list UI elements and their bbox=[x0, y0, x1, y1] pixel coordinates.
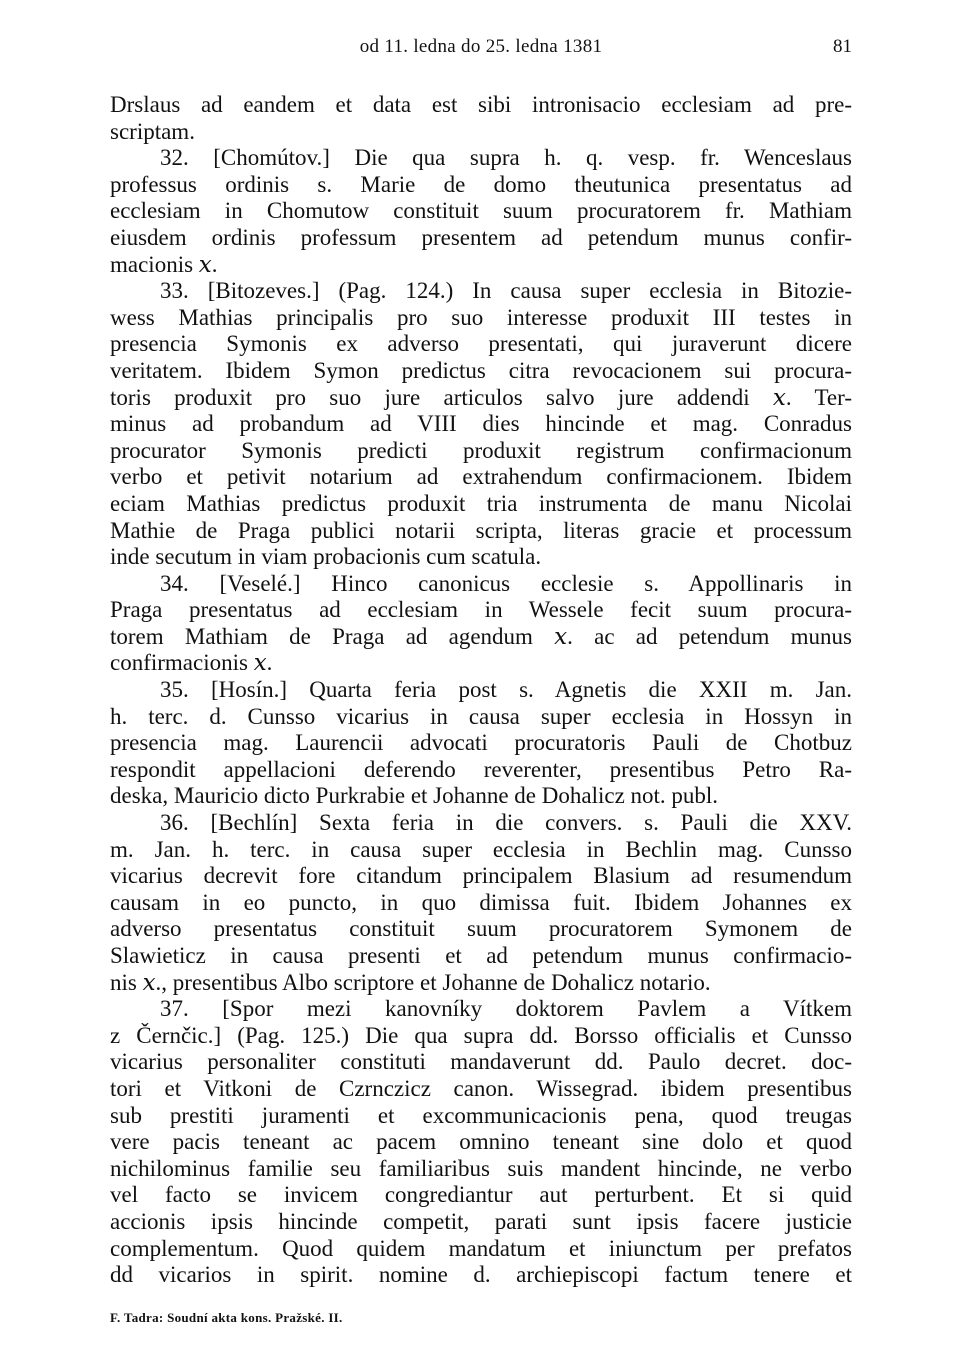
text-line: accionis ipsis hincinde competit, parati sunt ipsis facere justicie bbox=[110, 1208, 852, 1234]
text-line: 34. [Veselé.] Hinco canonicus ecclesie s. Appollinaris in bbox=[160, 570, 852, 596]
page-header bbox=[110, 36, 852, 66]
text-line: presencia Symonis ex adverso presentati, qui juraverunt dicere bbox=[110, 331, 852, 357]
text-line: ecclesiam in Chomutow constituit suum procuratorem fr. Mathiam bbox=[110, 198, 852, 224]
text-line: procurator Symonis predicti produxit registrum confirmacionum bbox=[110, 437, 852, 463]
text-line: sub prestiti juramenti et excommunicacionis pena, quod treugas bbox=[110, 1102, 852, 1128]
text-line: scriptam. bbox=[110, 118, 195, 144]
text-line: z Černčic.] (Pag. 125.) Die qua supra dd. Borsso officialis et Cunsso bbox=[110, 1022, 852, 1048]
text-line: nichilominus familie seu familiaribus suis mandent hincinde, ne verbo bbox=[110, 1155, 852, 1181]
text-line: inde secutum in viam probacionis cum scatula. bbox=[110, 544, 542, 570]
printer-signature: F. Tadra: Soudní akta kons. Pražské. II. bbox=[110, 1310, 343, 1325]
text-line: confirmacionis 𝑥. bbox=[110, 650, 273, 676]
running-title: od 11. ledna do 25. ledna 1381 bbox=[359, 36, 603, 57]
text-line: h. terc. d. Cunsso vicarius in causa super ecclesia in Hossyn in bbox=[110, 703, 852, 729]
text-line: 33. [Bitozeves.] (Pag. 124.) In causa super ecclesia in Bitozie- bbox=[160, 278, 852, 304]
text-line: vicarius decrevit fore citandum principalem Blasium ad resumendum bbox=[110, 863, 852, 889]
text-line: deska, Mauricio dicto Purkrabie et Johanne de Dohalicz not. publ. bbox=[110, 783, 719, 809]
text-line: eiusdem ordinis professum presentem ad petendum munus confir- bbox=[110, 224, 852, 250]
text-line: nis 𝑥., presentibus Albo scriptore et Johanne de Dohalicz notario. bbox=[110, 969, 711, 995]
text-line: presencia mag. Laurencii advocati procuratoris Pauli de Chotbuz bbox=[110, 730, 852, 756]
text-line: adverso presentatus constituit suum procuratorem Symonem de bbox=[110, 916, 852, 942]
text-line: 35. [Hosín.] Quarta feria post s. Agnetis die XXII m. Jan. bbox=[160, 677, 852, 703]
text-line: verbo et petivit notarium ad extrahendum confirmacionem. Ibidem bbox=[110, 464, 852, 490]
text-line: Drslaus ad eandem et data est sibi intronisacio ecclesiam ad pre- bbox=[110, 92, 852, 117]
text-line: veritatem. Ibidem Symon predictus citra revocacionem sui procura- bbox=[110, 357, 852, 383]
text-line: 36. [Bechlín] Sexta feria in die convers. s. Pauli die XXV. bbox=[160, 810, 852, 836]
text-line: tori et Vitkoni de Czrnczicz canon. Wissegrad. ibidem presentibus bbox=[110, 1075, 852, 1101]
page-number: 81 bbox=[833, 36, 852, 57]
text-line: m. Jan. h. terc. in causa super ecclesia in Bechlin mag. Cunsso bbox=[110, 836, 852, 862]
text-line: dd vicarios in spirit. nomine d. archiepiscopi factum tenere et bbox=[110, 1262, 852, 1288]
text-line: wess Mathias principalis pro suo interesse produxit III testes in bbox=[110, 304, 852, 330]
text-line: Slawieticz in causa presenti et ad petendum munus confirmacio- bbox=[110, 943, 852, 968]
body-text bbox=[110, 92, 852, 1289]
text-line: vicarius personaliter constituti mandaverunt dd. Paulo decret. doc- bbox=[110, 1049, 852, 1075]
text-line: Praga presentatus ad ecclesiam in Wessele fecit suum procura- bbox=[110, 597, 852, 623]
text-line: 37. [Spor mezi kanovníky doktorem Pavlem a Vítkem bbox=[160, 996, 852, 1022]
text-line: respondit appellacioni deferendo reverenter, presentibus Petro Ra- bbox=[110, 756, 852, 782]
text-line: minus ad probandum ad VIII dies hincinde et mag. Conradus bbox=[110, 411, 852, 437]
text-line: 32. [Chomútov.] Die qua supra h. q. vesp. fr. Wenceslaus bbox=[160, 145, 852, 171]
text-line: vere pacis teneant ac pacem omnino teneant sine dolo et quod bbox=[110, 1129, 852, 1155]
text-line: causam in eo puncto, in quo dimissa fuit. Ibidem Johannes ex bbox=[110, 889, 852, 915]
text-line: torem Mathiam de Praga ad agendum 𝑥. ac ad petendum munus bbox=[110, 623, 852, 649]
text-line: Mathie de Praga publici notarii scripta, literas gracie et processum bbox=[110, 517, 852, 543]
text-line: eciam Mathias predictus produxit tria instrumenta de manu Nicolai bbox=[110, 490, 852, 516]
text-line: complementum. Quod quidem mandatum et iniunctum per prefatos bbox=[110, 1235, 852, 1261]
text-line: toris produxit pro suo jure articulos salvo jure addendi 𝑥. Ter- bbox=[110, 384, 852, 410]
text-line: vel facto se invicem congrediantur aut perturbent. Et si quid bbox=[110, 1182, 852, 1208]
text-line: macionis 𝑥. bbox=[110, 251, 218, 277]
text-line: professus ordinis s. Marie de domo theutunica presentatus ad bbox=[110, 171, 852, 197]
